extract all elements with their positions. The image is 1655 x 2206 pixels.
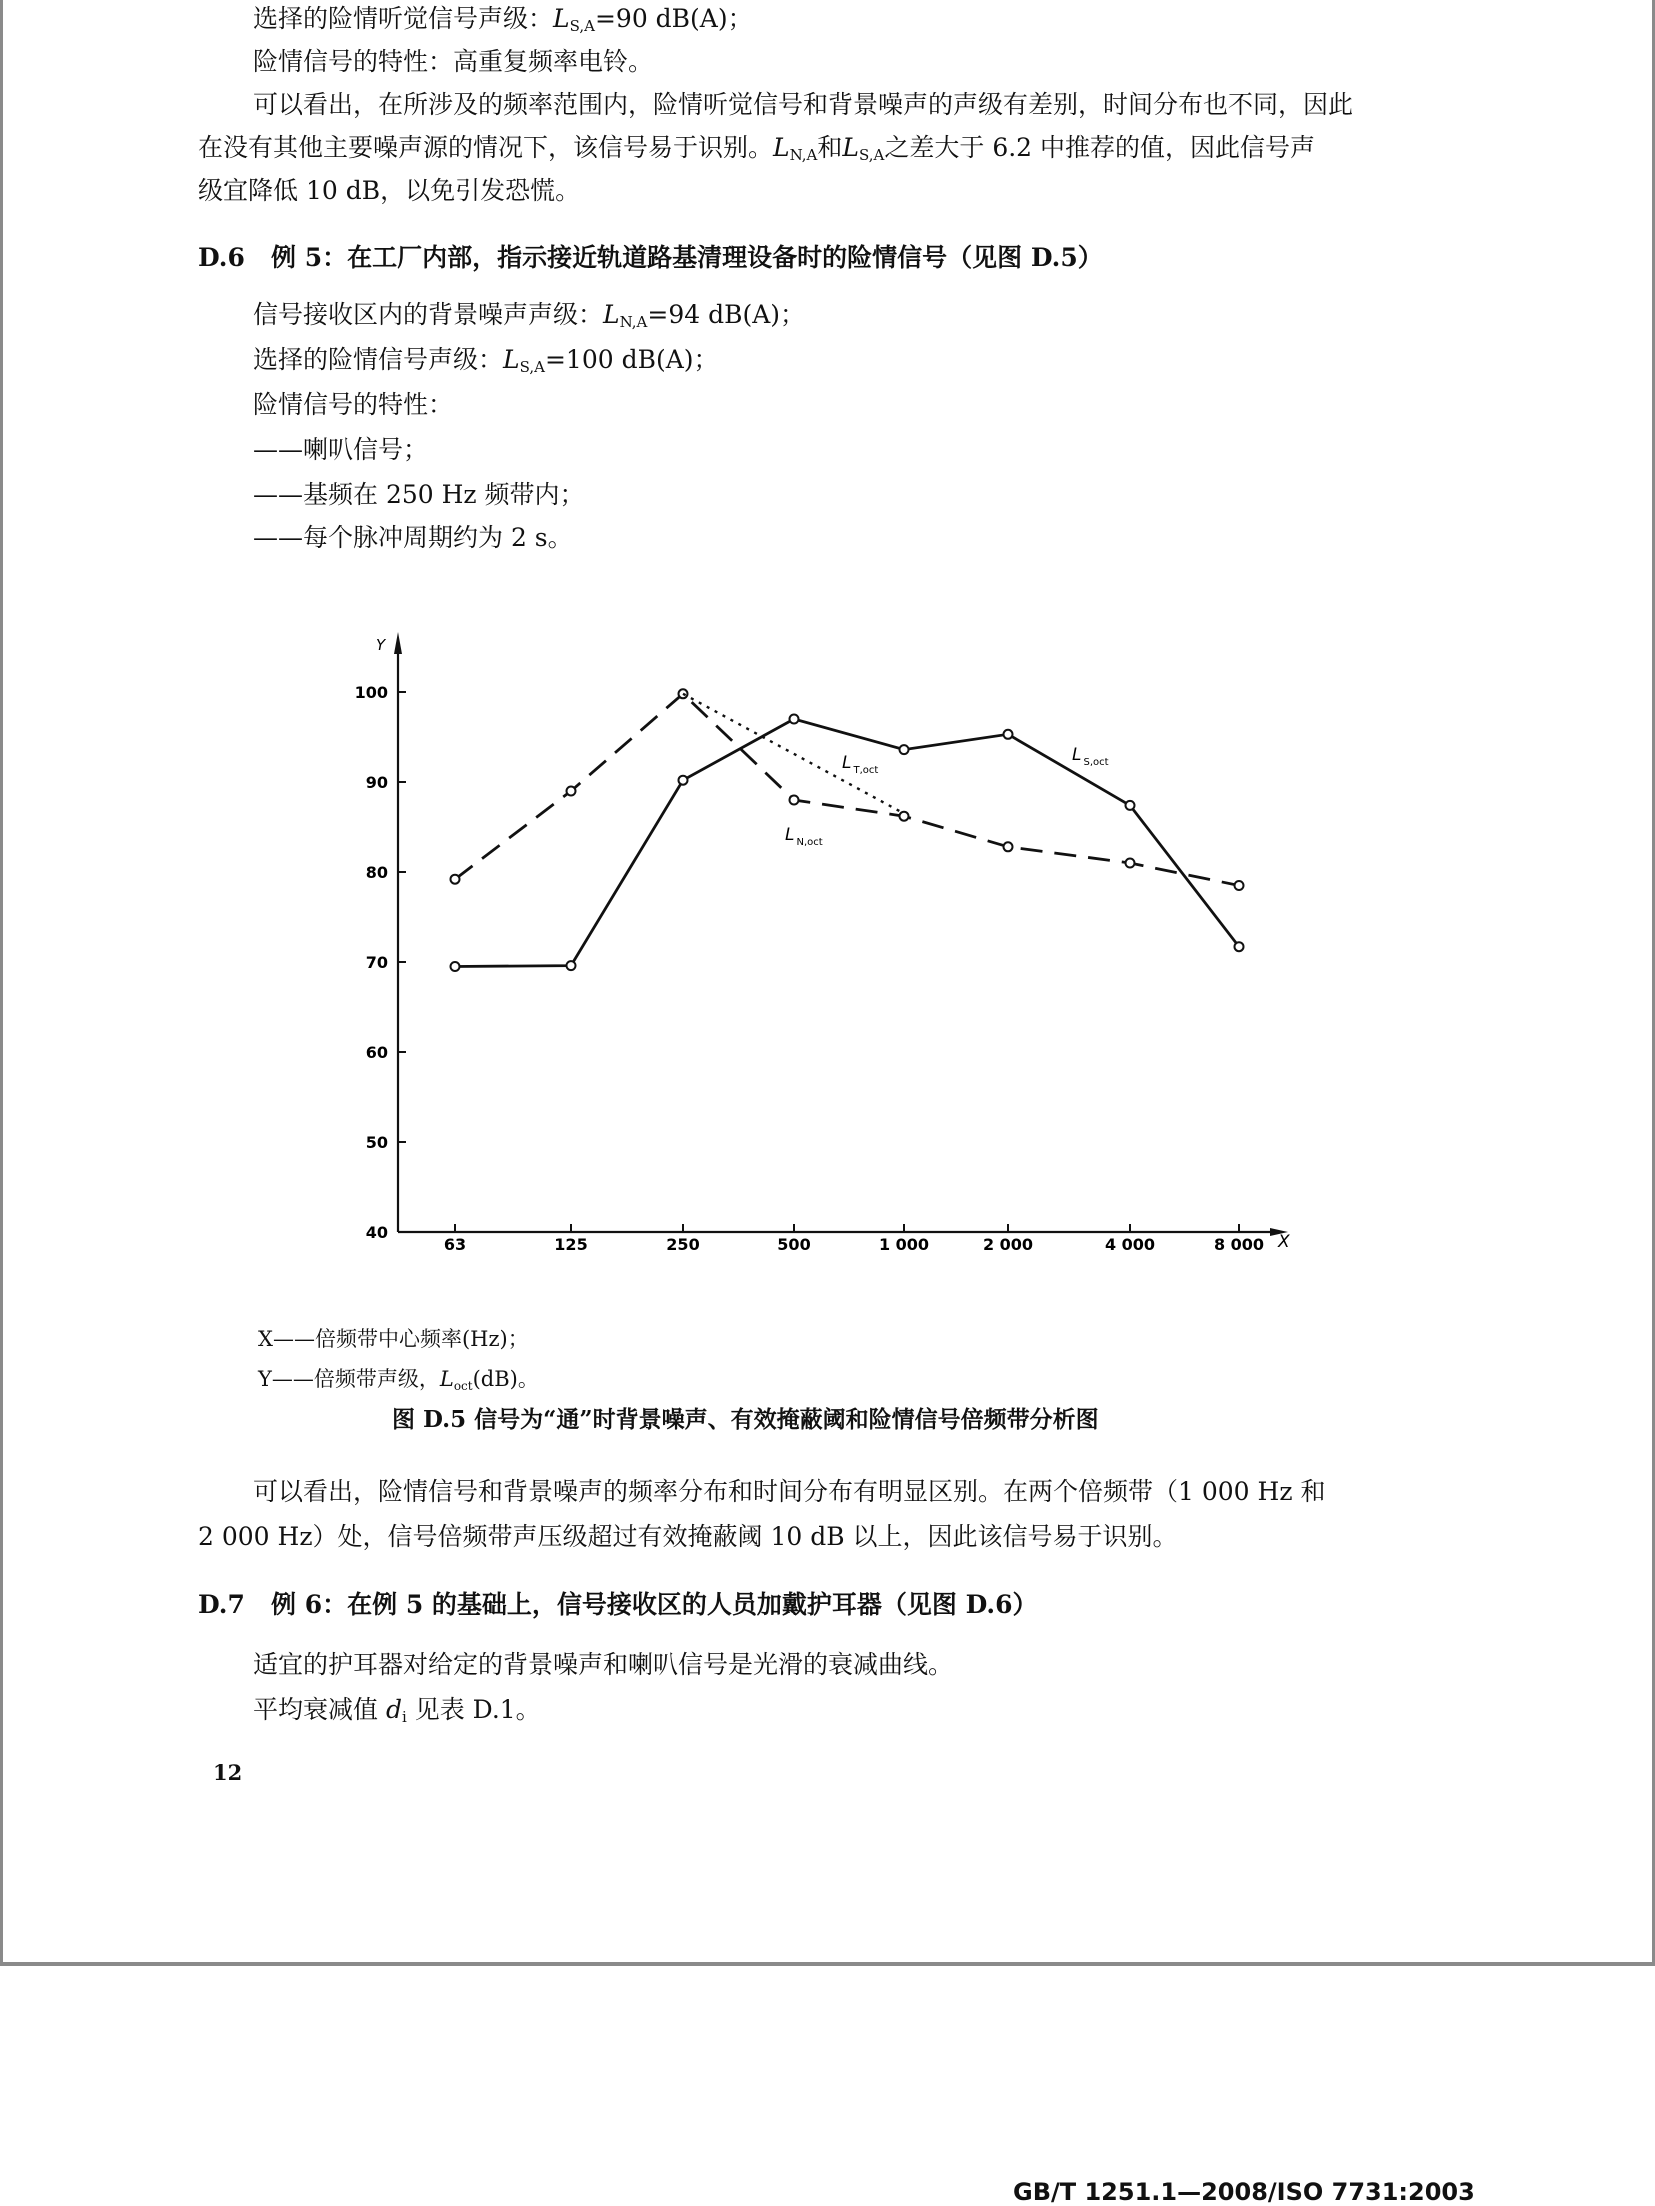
signal-characteristic-line: 险情信号的特性：高重复频率电铃。	[253, 47, 654, 76]
signal-level-line: 选择的险情听觉信号声级：$L_{S,A}=90$ dB(A)；	[253, 4, 753, 35]
bullet-item: ——每个脉冲周期约为 2 s。	[253, 523, 573, 552]
standard-code: GB/T 1251.1—2008/ISO 7731:2003	[1013, 2178, 1475, 2206]
figure-caption: 图 D.5 信号为“通”时背景噪声、有效掩蔽阈和险情信号倍频带分析图	[392, 1406, 1099, 1433]
data-point	[1126, 801, 1135, 810]
noise-level-line: 信号接收区内的背景噪声声级：$L_{N,A}=94$ dB(A)；	[253, 300, 806, 331]
data-point	[900, 812, 909, 821]
data-point	[451, 962, 460, 971]
x-tick-label: 8 000	[1213, 1235, 1265, 1254]
data-point	[790, 796, 799, 805]
series-label: L $_{T,oct}$	[842, 753, 879, 776]
data-point	[679, 776, 688, 785]
y-axis-arrow	[394, 632, 402, 654]
paragraph-line: 平均衰减值 $d_i$ 见表 D.1。	[253, 1695, 541, 1726]
data-point	[1235, 942, 1244, 951]
y-tick-label: 40	[365, 1223, 388, 1242]
x-axis-letter: X	[1278, 1232, 1290, 1252]
data-point	[567, 961, 576, 970]
x-tick-label: 1 000	[878, 1235, 930, 1254]
data-point	[1004, 730, 1013, 739]
chart-axes	[394, 632, 1288, 1236]
paragraph-line: 可以看出，在所涉及的频率范围内，险情听觉信号和背景噪声的声级有差别，时间分布也不同，因此	[253, 90, 1354, 119]
x-tick-label: 2 000	[982, 1235, 1034, 1254]
y-tick-label: 80	[365, 863, 388, 882]
y-tick-label: 100	[354, 683, 388, 702]
bullet-item: ——喇叭信号；	[253, 435, 429, 464]
page-number: 12	[213, 1760, 243, 1785]
data-point	[790, 715, 799, 724]
characteristics-label: 险情信号的特性：	[253, 390, 454, 419]
y-tick-label: 50	[365, 1133, 388, 1152]
y-axis-legend: Y——倍频带声级，$L_{oct}(dB)$。	[258, 1367, 539, 1393]
y-tick-label: 90	[365, 773, 388, 792]
section-heading-d6: D.6 例 5：在工厂内部，指示接近轨道路基清理设备时的险情信号（见图 D.5）	[198, 243, 1103, 272]
paragraph-line: 2 000 Hz）处，信号倍频带声压级超过有效掩蔽阈 10 dB 以上，因此该信号易于识别。	[198, 1522, 1178, 1551]
paragraph-line: 适宜的护耳器对给定的背景噪声和喇叭信号是光滑的衰减曲线。	[253, 1650, 954, 1679]
paragraph-line: 在没有其他主要噪声源的情况下，该信号易于识别。$L_{N,A}$和$L_{S,A}$之差大于 6.2 中推荐的值，因此信号声	[198, 133, 1316, 164]
y-tick-label: 70	[365, 953, 388, 972]
x-tick-label: 250	[666, 1235, 700, 1254]
paragraph-line: 可以看出，险情信号和背景噪声的频率分布和时间分布有明显区别。在两个倍频带（1 000 Hz 和	[253, 1477, 1326, 1506]
page-separator	[0, 1962, 1655, 1966]
x-axis-legend: X——倍频带中心频率(Hz)；	[258, 1327, 529, 1351]
data-point	[1004, 842, 1013, 851]
data-point	[1235, 881, 1244, 890]
data-point	[567, 787, 576, 796]
y-tick-label: 60	[365, 1043, 388, 1062]
bullet-item: ——基频在 250 Hz 频带内；	[253, 480, 585, 509]
paragraph-line: 级宜降低 10 dB，以免引发恐慌。	[198, 176, 581, 205]
chart-labels	[355, 636, 1290, 1254]
x-tick-label: 500	[777, 1235, 811, 1254]
x-tick-label: 125	[554, 1235, 588, 1254]
y-axis-letter: Y	[376, 636, 386, 654]
x-tick-label: 4 000	[1104, 1235, 1156, 1254]
data-point	[451, 875, 460, 884]
section-heading-d7: D.7 例 6：在例 5 的基础上，信号接收区的人员加戴护耳器（见图 D.6）	[198, 1590, 1038, 1619]
data-point	[1126, 859, 1135, 868]
signal-level-line: 选择的险情信号声级：$L_{S,A}=100$ dB(A)；	[253, 345, 719, 376]
series-label: L $_{N,oct}$	[785, 825, 823, 848]
chart-series	[451, 689, 1244, 971]
data-point	[900, 745, 909, 754]
series-label: L $_{S,oct}$	[1072, 745, 1109, 768]
x-tick-label: 63	[443, 1235, 467, 1254]
